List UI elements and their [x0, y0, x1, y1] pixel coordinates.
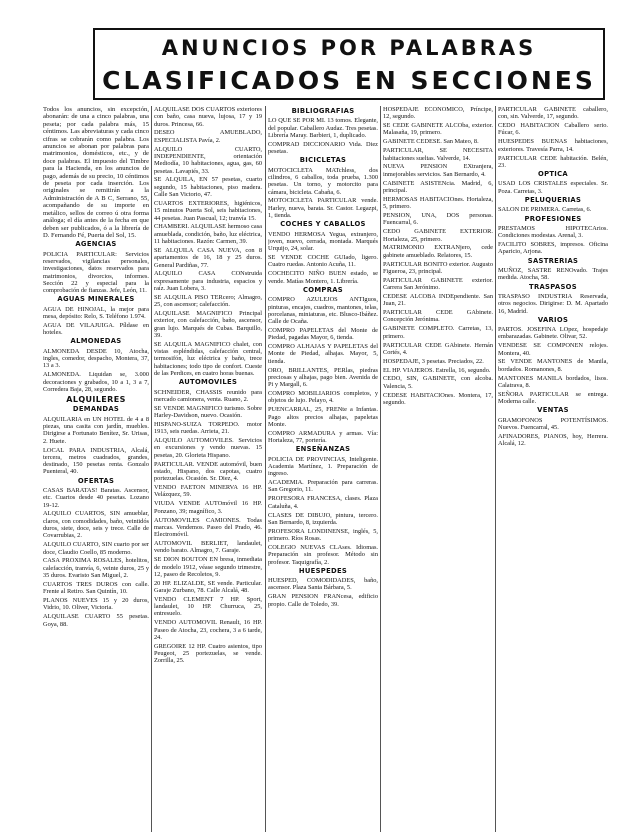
section-heading-ensenanzas: ENSEÑANZAS	[295, 445, 351, 454]
section-heading-traspasos: TRASPASOS	[529, 282, 577, 291]
ad: VENDESE SE COMPONEN relojes. Montera, 40.	[498, 342, 608, 357]
ad: SE CEDE GABINETE ALCOba, exterior. Malasaña, 19, primero.	[383, 122, 493, 137]
column-1	[43, 106, 149, 832]
ad: NUEVA PENSION EXtranjera, inmejorables servicios. San Bernardo, 4.	[383, 163, 493, 178]
ad: COMPRO ALHAJAS Y PAPELETAS del Monte de Piedad, alhajas. Mayor, 5, tienda.	[268, 343, 378, 365]
ad: HISPANO-SUIZA TORPEDO. motor 1913, seis ruedas. Arrieta, 21.	[154, 421, 262, 436]
section-banner	[93, 28, 605, 100]
ad: MATRIMONIO EXTRANjero, cede gabinete amueblado. Relatores, 15.	[383, 244, 493, 259]
ad: VIUDA VENDE AUTOmóvil 16 HP. Ponzano, 39; magnífico, 3.	[154, 500, 262, 515]
ad: AUTOMOVILES CAMIONES. Todas marcas. Vendemos. Paseo del Prado, 46. Electromóvil.	[154, 516, 262, 539]
ad: SE DION BOUTON EN bresa, inmediata de modelo 1912, véase segundo trimestre, 12, paseo de Recoletos, 9.	[154, 556, 262, 578]
section-heading-almonedas: ALMONEDAS	[70, 337, 122, 346]
section-heading-demandas: DEMANDAS	[72, 405, 120, 414]
column-2	[154, 106, 262, 832]
ad: VENDO HERMOSA Yegua, extranjero, joven, nuevo, cerrada, montada. Marqués Urquijo, 24, solar.	[268, 230, 378, 253]
ad: PARTICULAR BONITO exterior. Augusto Figueroa, 23, principal.	[383, 260, 493, 275]
ad: PARTICULAR GABINETE caballero, con, sin. Valverde, 17, segundo.	[498, 106, 608, 121]
ad: SE ALQUILA PISO TERcero; Almagro, 25, con ascensor; calefacción.	[154, 293, 262, 309]
ad: PARTOS. JOSEFINA LOpez, hospedaje embarazadas. Gabinete. Olivar, 52.	[498, 326, 608, 341]
section-heading-huespedes: HUESPEDES	[298, 566, 348, 575]
ad: AUTOMOVIL BERLIET, landaulet, vendo barato. Almagro, 7. Garaje.	[154, 540, 262, 555]
ad: ALQUILO CUARTO, INDEPENDIENTE, orientación Mediodía, 10 habitaciones, agua, gas, 60 pesetas. Lavapiés, 33.	[154, 145, 262, 175]
ad: COCHECITO NIÑO BUEN estado, se vende. Matías Montero, 1. Librería.	[268, 270, 378, 285]
ad: PENSION, UNA, DOS personas. Fuencarral, 6.	[383, 212, 493, 227]
section-heading-compras: COMPRAS	[302, 285, 343, 294]
ad: FACILITO SOBRES, impresos. Oficina Aparicio, Arjona.	[498, 241, 608, 256]
ad: AGUA DE HINOJAL, la mejor para mesa, depósito: Relo, S. Teléfono 1.974.	[43, 305, 149, 320]
section-heading-alquileres: ALQUILERES	[66, 395, 126, 405]
ad: GREGOIRE 12 HP. Cuatro asientos, tipo Peugeot, 25 portezuelas, se vende. Zorrilla, 25.	[154, 642, 262, 665]
ad: VENDO CLEMENT 7 HP. Sport, landaulet, 10 HP. Churruca, 25, entresuelo.	[154, 595, 262, 618]
ad: CLASES DE DIBUJO, pintura, tercero. San Bernardo, 8, izquierda.	[268, 511, 378, 526]
ad: PROFESORA FRANCESA, clases. Plaza Cataluña, 4.	[268, 495, 378, 510]
ad: SCHNEIDER, CHASSIS reunido para mercado camionera, venta. Ruano, 2.	[154, 388, 262, 403]
ad: PUENCARRAL, 25, FRENte a Infantas. Pago altos precios alhajas, papeletas Monte.	[268, 406, 378, 428]
column-3	[268, 106, 378, 832]
ad: SE ALQUILA MAGNIFICO chalet, con vistas espléndidas, calefacción central, termosifón, luz eléctrica y baño, trece habitaciones; todo tipo de confort. Cueste de las Perdices, en cuatro horas buenas.	[154, 340, 262, 378]
classifieds-columns	[43, 106, 608, 832]
ad: SE VENDE MAGNIFICO turismo. Sobre Harley-Davidson, nuevo. Ocasión.	[154, 404, 262, 420]
ad: PROFESORA LONDINENSE, inglés, 5, primero. Ríos Rosas.	[268, 527, 378, 543]
ad: SE VENDE COCHE GUIado, ligero. Cuatro ruedas. Antonio Acuña, 11.	[268, 254, 378, 269]
ad: PARTICULAR. VENDE automóvil, buen estado, Hispano, dos capotas, cuatro portezuelas. Ocasión. Sr. Diez, 4.	[154, 460, 262, 483]
ad: 20 HP. ELIZALDE, SE vende. Particular. Garaje Zurbano, 78. Calle Alcalá, 48.	[154, 579, 262, 594]
ad: ALQUILO CUARTOS, SIN amueblar, claros, con comodidades, baño, veintidós duros, siete, doce, seis y trece. Calle de Covarrubias, 2.	[43, 510, 149, 540]
banner-title: ANUNCIOS POR PALABRAS	[161, 36, 537, 60]
column-4	[383, 106, 493, 832]
ad: AFINADORES, PIANOS, hoy, Herrera. Alcalá, 12.	[498, 432, 608, 448]
section-heading-bicicletas: BICICLETAS	[299, 156, 347, 165]
ad: HUESPED, COMODIDADES, baño, ascensor. Plaza Santa Bárbara, 5.	[268, 577, 378, 592]
section-heading-optica: OPTICA	[538, 170, 568, 179]
banner-subtitle: CLASIFICADOS EN SECCIONES	[102, 66, 596, 95]
ad: CASA PROXIMA ROSALES, hotelitos, calefacción, tranvía, 6, veinte duros, 25 y 35 duros. Evaristo San Miguel, 2.	[43, 557, 149, 580]
column-rule	[265, 106, 266, 832]
ad: LOCAL PARA INDUSTRIA, Alcalá, tercera, metros cuadrados, grandes, destinado, 150 pesetas renta. Gonzalo Puenteral, 40.	[43, 446, 149, 476]
ad: SALON DE PRIMERA. Carretas, 6.	[498, 206, 592, 214]
ad: ALMONEDA. Liquidan se, 3.000 decoraciones y grabados, 10 a 1, 3 a 7, Corredera Baja, 28, segundo.	[43, 371, 149, 393]
section-heading-automoviles: AUTOMOVILES	[178, 378, 238, 387]
ad: SE ALQUILA CASA NUEVA, con 8 apartamentos de 16, 18 y 25 duros. General Pardiñas, 77.	[154, 246, 262, 269]
ad: HOSPEDAJE ECONOMICO, Príncipe, 12, segundo.	[383, 106, 493, 121]
ad: MOTOCICLETA PARTICULAR vende. Harley, nueva, barata. Sr. Castor. Legazpi, 1, tienda.	[268, 197, 378, 220]
ad: PARTICULAR CEDE GAbinete. Concepción Jerónima.	[383, 309, 493, 324]
ad: CEDESE HABITACIOnes. Montera, 17, segundo.	[383, 391, 493, 406]
ad: CABINETE ASISTENcia. Madrid, 6, principal.	[383, 179, 493, 194]
ad: CEDO HABITACION Caballero serio. Fúcar, 6.	[498, 122, 608, 137]
ad: PARTICULAR, SE NECESITA habitaciones sueltas. Valverde, 14.	[383, 147, 493, 162]
ad: TRASPASO INDUSTRIA Reservada, otros negocios. Dirigirse: D. M. Apartado 16, Madrid.	[498, 292, 608, 315]
ad: VENDO FAETON MINERVA 16 HP. Velázquez, 59.	[154, 484, 262, 499]
ad: GRAMOFONOS POTENTÍSIMOS. Nuevos. Fuencarral, 45.	[498, 416, 608, 432]
section-heading-coches: COCHES Y CABALLOS	[280, 220, 366, 229]
ad: SE ALQUILA, EN 57 pesetas, cuarto segundo, 15 habitaciones, piso madera. Calle San Victorio, 47.	[154, 176, 262, 199]
ad: SEÑORA PARTICULAR se entrega. Moderna calle.	[498, 390, 608, 406]
ad: ALQUILASE MAGNIFICO Principal exterior, con calefacción, baño, ascensor, gran lujo. Marqués de Cubas. Barquillo, 39.	[154, 310, 262, 339]
ad: ALQUILARIA en UN HOTEL de 4 a 8 piezas, una casita con jardín, muebles. Dirigirse a Fortunato Benítez, Sr. Urisas, 2. Huete.	[43, 415, 149, 445]
section-heading-aguas: AGUAS MINERALES	[57, 295, 135, 304]
ad: MANTONES MANILA bordados, lisos. Calatrava, 8.	[498, 374, 608, 389]
ad: PLANOS NUEVES 15 y 20 duros, Vidrio, 10. Oliver, Victoria.	[43, 597, 149, 612]
ad: COMPRO MOBILIARIOS completos, y objetos de lujo. Pelayo, 4.	[268, 390, 378, 405]
column-rule	[151, 106, 152, 832]
ad: COMPRO AZULEJOS ANTIguos, pinturas, encajes, cuadros, mantones, telas, porcelanas, miniaturas, etc. Blusco-Ibáñez. Calle de Ocaña.	[268, 296, 378, 326]
ad: MUÑOZ, SASTRE RENOvado. Trajes medida. Atocha, 58.	[498, 267, 608, 282]
ad: CHAMBERI. ALQUILASE hermoso casa amueblada, condición, baño, luz eléctrica, 11 habitaciones. Razón: Carmen, 39.	[154, 223, 262, 246]
ad: CEDESE ALCOBA INDEpendiente. San Juan, 21.	[383, 292, 493, 308]
intro-text: Todos los anuncios, sin excepción, abonarán: de una a cinco palabras, una peseta; por cada palabra más, 15 céntimos. Las abreviaturas y cada cinco cifras se cobrarán como palabra. Los anuncios se abonan por palabras para matrimonios, domésticos, etc., y de doce palabras. El impuesto del Timbre para la Hacienda, en los anuncios de pago, además de su precio, 10 céntimos de peseta por cada inserción. Los originales se remitirán a la Administración de A B C, Serrano, 55, acompañando de su importe en metálico, sellos de correo ú otra forma análoga; el día antes de la fecha en que deben ser publicados, ó a la librería de D. Fernando Fé, Puerta del Sol, 15.	[43, 106, 149, 239]
ad: ORO, BRILLANTES, PERlas, piedras preciosas y alhajas, pago bien. Avenida de Pi y Margall, 6.	[268, 366, 378, 389]
ad: MOTOCICLETA MATchless, dos cilindros, 6 caballos, toda prueba, 1.300 pesetas. Un torno, y motorcito para cámara, bicicleta. Cabaña, 6.	[268, 166, 378, 196]
ad: GRAN PENSION FRANcesa, edificio propio. Calle de Toledo, 39.	[268, 593, 378, 608]
ad: PARTICULAR CEDE GAbinete. Hernán Cortés, 4.	[383, 341, 493, 356]
ad: DESEO AMUEBLADO, ESPECIALISTA Pavía, 2.	[154, 129, 262, 144]
ad: COMPRAD DICCIONARIO Vida. Diez pesetas.	[268, 140, 378, 156]
ad: COMPRO ARMADURA y armas. Vía: Hortaleza, 77, portería.	[268, 429, 378, 445]
ad: CEDO GABINETE EXTERIOR. Hortaleza, 25, primero.	[383, 228, 493, 243]
section-heading-peluquerias: PELUQUERIAS	[524, 196, 582, 205]
ad: ACADEMIA. Preparación para carreras. San Gregorio, 11.	[268, 479, 378, 494]
ad: SE VENDE MANTONES de Manila, bordados. Romanones, 8.	[498, 358, 608, 373]
section-heading-profesiones: PROFESIONES	[524, 214, 582, 223]
ad: LO QUE SE POR MI. 13 tomos. Elegante, del popular. Caballero Audaz. Tres pesetas. Librería Maray. Barbieri, 1, duplicado.	[268, 117, 378, 139]
ad: HERMOSAS HABITACIOnes. Hortaleza, 5, primero.	[383, 195, 493, 211]
ad: VENDO AUTOMOVIL Renault, 16 HP. Paseo de Atocha, 23, cochera, 3 a 6 tarde, 24.	[154, 619, 262, 641]
ad: ALQUILO CUARTO, SIN cuarto por ser doce, Claudio Coello, 85 moderno.	[43, 541, 149, 556]
ad: COLEGIO NUEVAS CLAses. Idiomas. Preparación sin profesor. Método sin profesor. Taquigrafía, 2.	[268, 543, 378, 566]
ad: CEDO, SIN, GABINETE, con alcoba. Valencia, 5.	[383, 375, 493, 390]
column-rule	[380, 106, 381, 832]
ad: PRESTAMOS HIPOTECArios. Condiciones modestas. Arenal, 3.	[498, 224, 608, 240]
ad: CUARTOS EXTERIORES, higiénicos, 15 minutos Puerta Sol, seis habitaciones, 44 pesetas. Juan Pascual, 12; tranvía 15.	[154, 199, 262, 222]
ad: GABINETE CEDESE. San Mateo, 8.	[383, 138, 479, 146]
section-heading-ventas: VENTAS	[537, 406, 569, 415]
ad: ALQUILO AUTOMOVILES. Servicios en excursiones y vendo nuevas. 15 pesetas, 20. Glorieta Hispano.	[154, 437, 262, 459]
ad: ALMONEDA DESDE 10, Atocha, ingles, comedor, despacho, Montera, 37, 13 a 3.	[43, 347, 149, 370]
section-heading-sastrerias: SASTRERIAS	[527, 256, 579, 265]
ad: ALQUILO CASA CONstruida expresamente para industria, espacios y raíz. Juan Lobera, 3.	[154, 270, 262, 292]
ad: GABINETE COMPLETO. Carretas, 13, primero.	[383, 325, 493, 340]
ad: AGUA DE VILAJUIGA. Píldase en hoteles.	[43, 321, 149, 337]
column-rule	[495, 106, 496, 832]
ad: EL HP. VIAJEROS. Estrella, 16, segundo.	[383, 366, 491, 374]
ad: HOSPEDAJE, 3 pesetas. Preciados, 22.	[383, 357, 484, 365]
ad: ALQUILASE DOS CUARTOS exteriores con baño, casa nueva, lujosa, 17 y 19 duros. Princesa, 66.	[154, 106, 262, 128]
ad: COMPRO PAPELETAS del Monte de Piedad, pagadas Mayor, 6, tienda.	[268, 326, 378, 342]
ad: ALQUILASE CUARTO 55 pesetas. Goya, 88.	[43, 613, 149, 628]
ad: CUARTOS TRES DUROS con calle. Frente al Retiro. San Quintín, 10.	[43, 580, 149, 596]
ad: CASAS BARATAS! Baratas. Ascensor, etc. Cuartos desde 40 pesetas. Lozano 19-12.	[43, 487, 149, 509]
section-heading-ofertas: OFERTAS	[77, 476, 115, 485]
section-heading-agencias: AGENCIAS	[75, 240, 117, 249]
ad: POLICIA DE PROVINCIAS, Inteligente. Academia Martínez, 1. Preparación de ingreso.	[268, 455, 378, 478]
ad: PARTICULAR CEDE habitación. Belén, 23.	[498, 154, 608, 169]
ad: PARTICULAR GABINETE exterior. Carrera San Jerónimo.	[383, 276, 493, 292]
section-heading-bibliografias: BIBLIOGRAFIAS	[291, 107, 355, 115]
ad: USAD LOS CRISTALES especiales. Sr. Poza. Carretas, 3.	[498, 180, 608, 195]
ad: POLICIA PARTICULAR: Servicios reservados, vigilancias personales, investigaciones, datos reservados para matrimonios, divorcios, informes. Sección 22 y especial para la comprobación de fianzas. Jefe, León, 11.	[43, 250, 149, 295]
section-heading-varios: VARIOS	[537, 315, 569, 324]
column-5	[498, 106, 608, 832]
ad: HUESPEDES BUENAS habitaciones, exteriores. Travesía Parra, 14.	[498, 138, 608, 153]
